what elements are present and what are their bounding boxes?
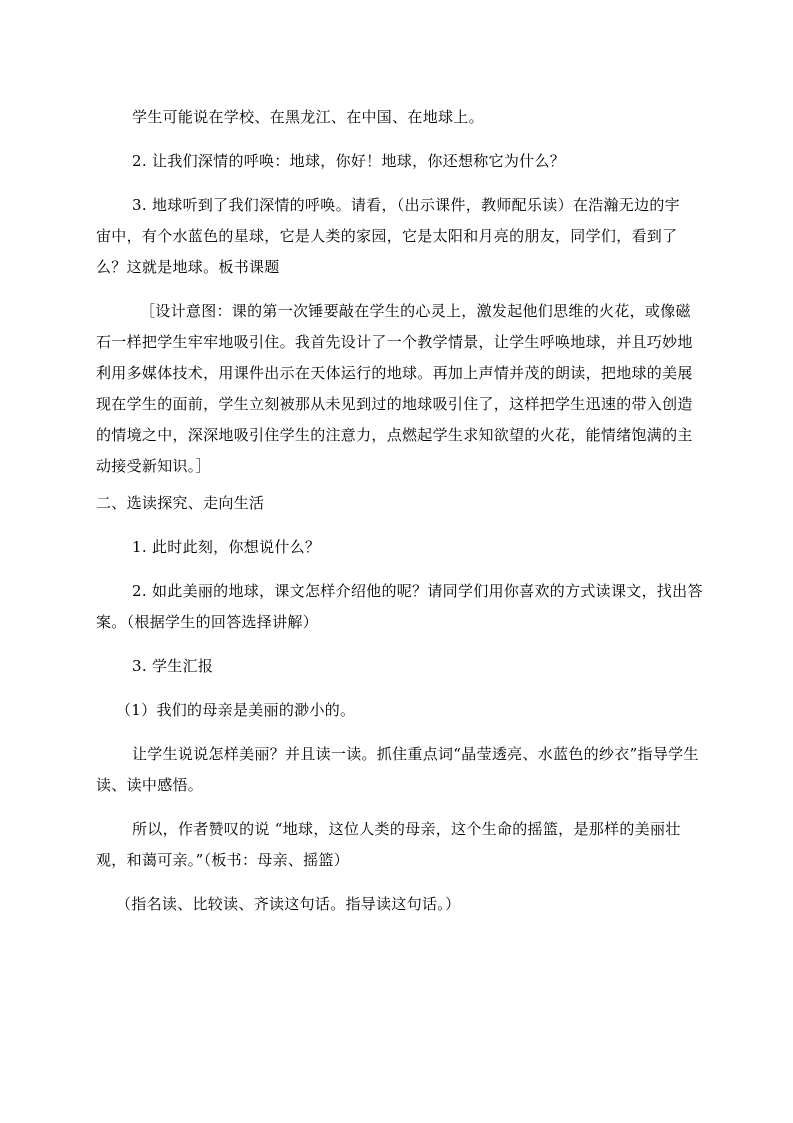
paragraph-step-3-show-courseware: 3. 地球听到了我们深情的呼唤。请看，（出示课件，教师配乐读）在浩瀚无边的宇 宙中，有个水蓝色的星球，它是人类的家园，它是太阳和月亮的朋友，同学们，看到了 么？这就是地球。板书课题	[96, 196, 696, 276]
section-heading-explore: 二、选读探究、走向生活	[96, 494, 265, 512]
paragraph-describe-beauty: 让学生说说怎样美丽？并且读一读。抓住重点词“晶莹透亮、水蓝色的纱衣”指导学生读、读中感悟。	[96, 745, 699, 794]
paragraph-step-2-call-earth: 2. 让我们深情的呼唤：地球，你好！地球，你还想称它为什么？	[132, 152, 566, 170]
paragraph-student-answers: 学生可能说在学校、在黑龙江、在中国、在地球上。	[132, 108, 484, 126]
paragraph-author-praise: 所以，作者赞叹的说 “地球，这位人类的母亲，这个生命的摇篮，是那样的美丽壮观，和蔼可亲。”（板书：母亲、摇篮）	[96, 820, 681, 869]
paragraph-step-1-thoughts: 1. 此时此刻，你想说什么？	[132, 538, 321, 556]
paragraph-point-1-mother: （1）我们的母亲是美丽的渺小的。	[116, 701, 356, 719]
paragraph-step-3-report: 3. 学生汇报	[132, 657, 214, 675]
paragraph-reading-practice: （指名读、比较读、齐读这句话。指导读这句话。）	[116, 895, 461, 913]
paragraph-step-2-read-text: 2. 如此美丽的地球，课文怎样介绍他的呢？请同学们用你喜欢的方式读课文，找出答案。（根据学生的回答选择讲解）	[96, 582, 703, 631]
paragraph-design-intent: ［设计意图：课的第一次锤要敲在学生的心灵上，激发起他们思维的火花，或像磁石一样把学生牢牢地吸引住。我首先设计了一个教学情景，让学生呼唤地球，并且巧妙地利用多媒体技术，用课件出示在天体运行的地球。再加上声情并茂的朗读，把地球的美展现在学生的面前，学生立刻被那从未见到过的地球吸引住了，这样把学生迅速的带入创造的情境之中，深深地吸引住学生的注意力，点燃起学生求知欲望的火花，能情绪饱满的主动接受新知识。］	[96, 302, 693, 475]
